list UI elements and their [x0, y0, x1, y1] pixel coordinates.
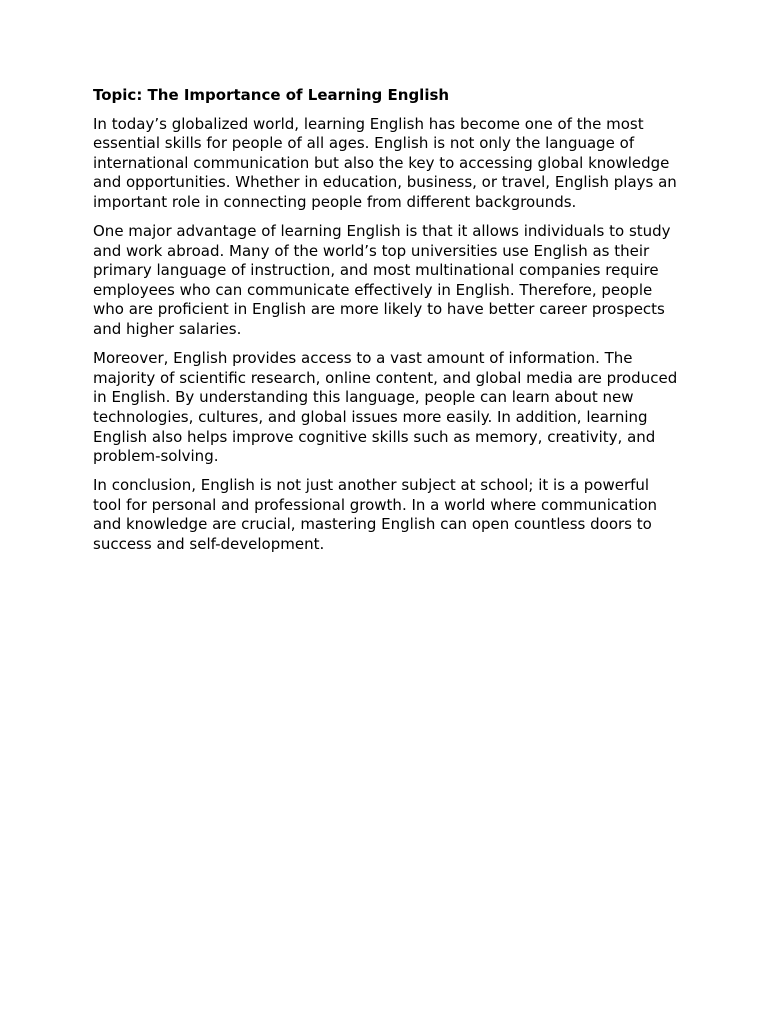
paragraph-study-work-abroad: One major advantage of learning English is that it allows individuals to study and work abroad. Many of the world’s top universities use English as their primary language of instruction, and most multinational companies require employees who can communicate effectively in English. Therefore, people who are proficient in English are more likely to have better career prospects and higher salaries.: [93, 222, 671, 339]
document-topic: Topic: The Importance of Learning English: [93, 86, 450, 104]
paragraph-access-information: Moreover, English provides access to a vast amount of information. The majority of scientific research, online content, and global media are produced in English. By understanding this language, people can learn about new technologies, cultures, and global issues more easily. In addition, learning English also helps improve cognitive skills such as memory, creativity, and problem-solving.: [93, 349, 678, 466]
paragraph-intro: In today’s globalized world, learning English has become one of the most essential skills for people of all ages. English is not only the language of international communication but also the key to accessing global knowledge and opportunities. Whether in education, business, or travel, English plays an important role in connecting people from different backgrounds.: [93, 114, 677, 211]
document-page: [93, 86, 681, 564]
paragraph-conclusion: In conclusion, English is not just another subject at school; it is a powerful tool for personal and professional growth. In a world where communication and knowledge are crucial, mastering English can open countless doors to success and self-development.: [93, 476, 658, 553]
